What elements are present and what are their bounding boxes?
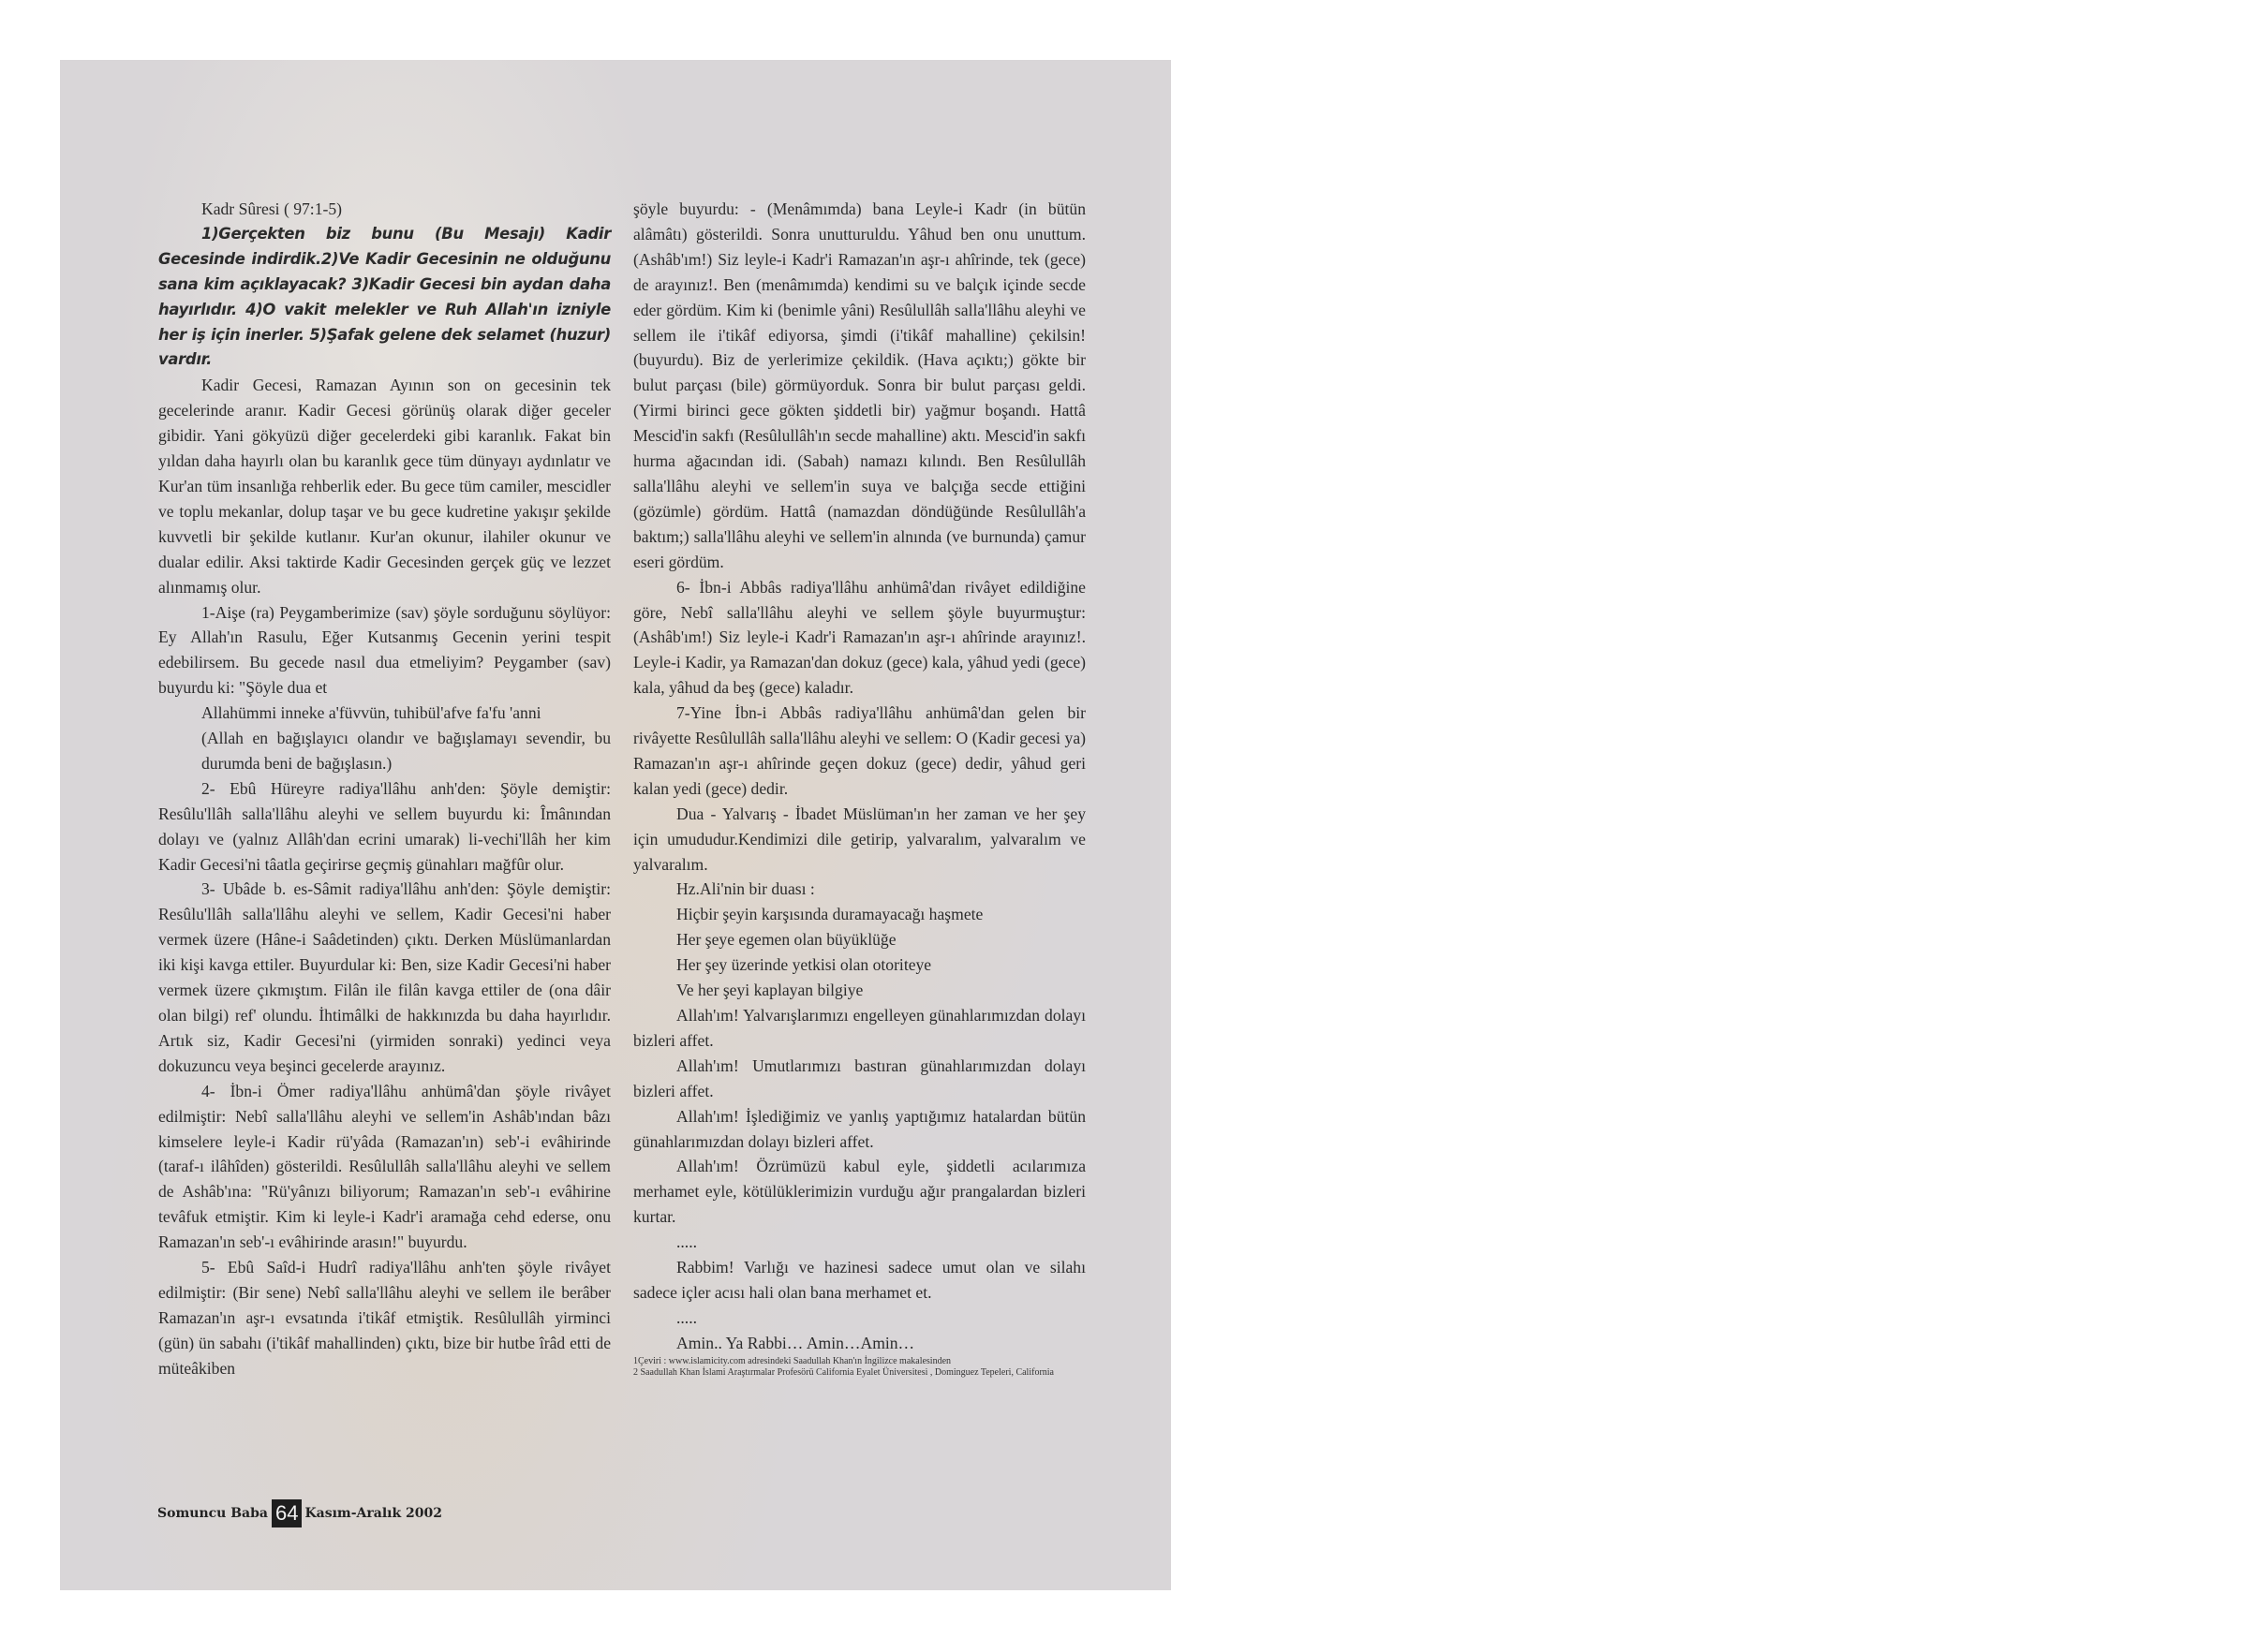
left-column [158,197,611,1381]
paragraph: Dua - Yalvarış - İbadet Müslüman'ın her zaman ve her şey için umududur.Kendimizi dile getirip, yalvaralım, yalvaralım ve yalvaralım. [633,804,1086,874]
page-footer [157,1499,442,1527]
footnote: 2 Saadullah Khan İslami Araştırmalar Profesörü California Eyalet Üniversitesi , Dominguez Tepeleri, California [633,1366,1054,1378]
paragraph: 2- Ebû Hüreyre radiya'llâhu anh'den: Şöyle demiştir: Resûlu'llâh salla'llâhu aleyhi ve sellem buyurdu ki: Îmânından dolayı ve (yalnız Allâh'dan ecrini umarak) li-vechi'llâh her kim Kadir Gecesi'ni tâatla geçirirse geçmiş günahları mağfûr olur. [158,778,611,874]
issue-date: Kasım-Aralık 2002 [304,1506,443,1521]
paragraph: Allah'ım! İşlediğimiz ve yanlış yaptığımız hatalardan bütün günahlarımızdan dolayı bizleri affet. [633,1106,1086,1151]
dua-meaning: (Allah en bağışlayıcı olandır ve bağışlamayı sevendir, bu durumda beni de bağışlasın.) [201,729,611,773]
ellipsis: ..... [676,1307,697,1327]
paragraph: Kadir Gecesi, Ramazan Ayının son on gecesinin tek gecelerinde aranır. Kadir Gecesi görünüş olarak diğer geceler gibidir. Yani gökyüzü diğer gecelerdeki gibi karanlık. Fakat bin yıldan daha hayırlı olan bu karanlık gece tüm dünyayı aydınlatır ve Kur'an tüm insanlığa rehberlik eder. Bu gece tüm camiler, mescidler ve toplu mekanlar, dolup taşar ve bu gece kudretine yakışır şekilde kuvvetli bir şekilde kutlanır. Kur'an okunur, ilahiler okunur ve dualar edilir. Aksi taktirde Kadir Gecesinden gerçek güç ve lezzet alınmamış olur. [158,376,611,597]
prayer-line: Her şeye egemen olan büyüklüğe [676,930,897,950]
prayer-line: Hiçbir şeyin karşısında duramayacağı haşmete [676,905,984,924]
paragraph: Allah'ım! Yalvarışlarımızı engelleyen günahlarımızdan dolayı bizleri affet. [633,1006,1086,1050]
page-number: 64 [272,1499,302,1527]
ellipsis: ..... [676,1232,697,1252]
paragraph: 1-Aişe (ra) Peygamberimize (sav) şöyle sorduğunu söylüyor: Ey Allah'ın Rasulu, Eğer Kutsanmış Gecenin yerini tespit edebilirsem. Bu gecede nasıl dua etmeliyim? Peygamber (sav) buyurdu ki: "Şöyle dua et [158,602,611,698]
sura-heading: Kadr Sûresi ( 97:1-5) [201,199,343,218]
paragraph: 7-Yine İbn-i Abbâs radiya'llâhu anhümâ'dan gelen bir rivâyette Resûlullâh salla'llâhu aleyhi ve sellem: O (Kadir gecesi ya) Ramazan'ın aşr-ı ahîrinde geçen dokuz (gece) dedir, yâhud geri kalan yedi (gece) dedir. [633,703,1086,798]
paragraph: Rabbim! Varlığı ve hazinesi sadece umut olan ve silahı sadece içler acısı hali olan bana merhamet et. [633,1258,1086,1302]
paragraph: 5- Ebû Saîd-i Hudrî radiya'llâhu anh'ten şöyle rivâyet edilmiştir: (Bir sene) Nebî salla'llâhu aleyhi ve sellem ile berâber Ramazan'ın aşr-ı evsatında i'tikâf etmiştik. Resûlullâh yirminci (gün) ün sabahı (i'tikâf mahallinden) çıktı, bize bir hutbe îrâd etti de müteâkiben [158,1258,611,1378]
prayer-line: Ve her şeyi kaplayan bilgiye [676,981,864,1000]
paragraph: Allah'ım! Umutlarımızı bastıran günahlarımızdan dolayı bizleri affet. [633,1055,1086,1100]
paragraph: şöyle buyurdu: - (Menâmımda) bana Leyle-i Kadr (in bütün alâmâtı) gösterildi. Sonra unutturuldu. Yâhud ben onu unuttum. (Ashâb'ım!) Siz leyle-i Kadr'i Ramazan'ın aşr-ı ahîrinde, tek (gece) de arayınız!. Ben (menâmımda) kendimi su ve balçık içinde secde eder gördüm. Kim ki (benimle yâni) Resûlullâh salla'llâhu aleyhi ve sellem ile i'tikâf ediyorsa, şimdi (i'tikâf mahalline) çekilsin! (buyurdu). Biz de yerlerimize çekildik. (Hava açıktı;) gökte bir bulut parçası (bile) görmüyorduk. Sonra bir bulut parçası geldi. (Yirmi birinci gece gökten şiddetli bir) yağmur boşandı. Hattâ Mescid'in sakfı (Resûlullâh'ın secde mahalline) aktı. Mescid'in sakfı hurma ağacından idi. (Sabah) namazı kılındı. Ben Resûlullâh salla'llâhu aleyhi ve sellem'in suya ve balçığa secde ettiğini (gözümle) gördüm. Hattâ (namazdan döndüğünde Resûlullâh'a baktım;) salla'llâhu aleyhi ve sellem'in alnında (ve burnunda) çamur eseri gördüm. [633,199,1086,571]
footnote: 1Çeviri : www.islamicity.com adresindeki Saadullah Khan'ın İngilizce makalesinden [633,1355,952,1366]
closing-line: Amin.. Ya Rabbi… Amin…Amin… [676,1333,915,1352]
paragraph: 4- İbn-i Ömer radiya'llâhu anhümâ'dan şöyle rivâyet edilmiştir: Nebî salla'llâhu aleyhi ve sellem'in Ashâb'ından bâzı kimselere leyle-i Kadir rü'yâda (Ramazan'ın) seb'-i evâhirinde (taraf-ı ilâhîden) gösterildi. Resûlullâh salla'llâhu aleyhi ve sellem de Ashâb'ına: "Rü'yânızı biliyorum; Ramazan'ın seb'-ı evâhirine tevâfuk etmiştir. Kim ki leyle-i Kadr'i aramağa cehd ederse, onu Ramazan'ın seb'-ı evâhirinde arasın!" buyurdu. [158,1081,611,1252]
paragraph: Allah'ım! Özrümüzü kabul eyle, şiddetli acılarımıza merhamet eyle, kötülüklerimizin vurduğu ağır prangalardan bizleri kurtar. [633,1157,1086,1227]
prayer-line: Her şey üzerinde yetkisi olan otoriteye [676,955,932,975]
dua-text: Allahümmi inneke a'füvvün, tuhibül'afve fa'fu 'anni [201,703,541,723]
right-column [633,197,1086,1379]
paragraph: 6- İbn-i Abbâs radiya'llâhu anhümâ'dan rivâyet edildiğine göre, Nebî salla'llâhu aleyhi ve sellem şöyle buyurmuştur: (Ashâb'ım!) Siz leyle-i Kadr'i Ramazan'ın aşr-ı ahîrinde arayınız!. Leyle-i Kadir, ya Ramazan'dan dokuz (gece) kala, yâhud yedi (gece) kala, yâhud da beş (gece) kaladır. [633,577,1086,698]
sura-verse: 1)Gerçekten biz bunu (Bu Mesajı) Kadir Gecesinde indirdik.2)Ve Kadir Gecesinin ne olduğunu sana kim açıklayacak? 3)Kadir Gecesi bin aydan daha hayırlıdır. 4)O vakit melekler ve Ruh Allah'ın izniyle her iş için inerler. 5)Şafak gelene dek selamet (huzur) vardır. [158,224,611,369]
magazine-name: Somuncu Baba [157,1506,268,1521]
paragraph: 3- Ubâde b. es-Sâmit radiya'llâhu anh'den: Şöyle demiştir: Resûlu'llâh salla'llâhu aleyhi ve sellem, Kadir Gecesi'ni haber vermek üzere (Hâne-i Saâdetinden) çıktı. Derken Müslümanlardan iki kişi kavga ettiler. Buyurdular ki: Ben, size Kadir Gecesi'ni haber vermek üzere çıkmıştım. Filân ile filân kavga ettiler de (ona dâir olan bilgi) ref' olundu. İhtimâlki de hakkınızda bu daha hayırlıdır. Artık siz, Kadir Gecesi'ni (yirmiden sonraki) yedinci veya dokuzuncu veya beşinci gecelerde arayınız. [158,879,611,1075]
prayer-line: Hz.Ali'nin bir duası : [676,879,815,899]
magazine-page [60,60,1171,1590]
